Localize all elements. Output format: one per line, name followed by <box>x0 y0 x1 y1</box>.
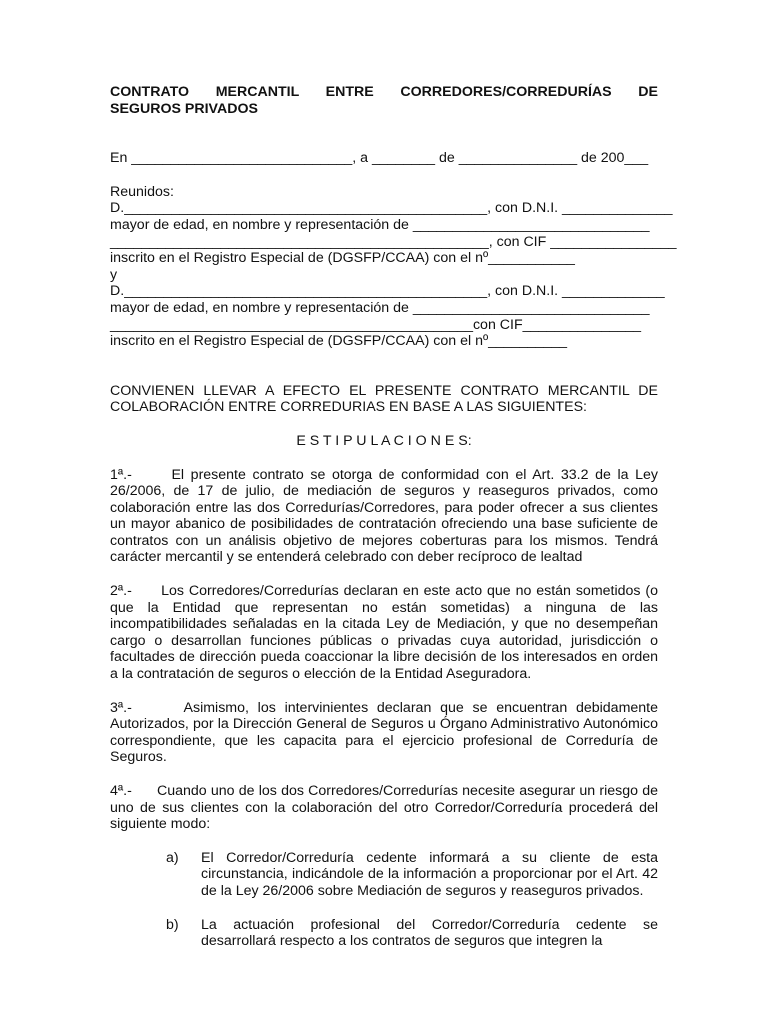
party-line: inscrito en el Registro Especial de (DGSFP/CCAA) con el nº___________ <box>110 250 575 267</box>
list-marker: b) <box>166 916 179 933</box>
place-date-line: En ____________________________, a ________ de _______________ de 200___ <box>110 150 649 167</box>
reunidos-label: Reunidos: <box>110 183 174 200</box>
party-line: D.______________________________________________, con D.N.I. ______________ <box>110 200 673 217</box>
title-line-1: CONTRATO MERCANTIL ENTRE CORREDORES/CORREDURÍAS DE <box>110 84 658 100</box>
reunidos-section <box>110 183 677 350</box>
party-line: ________________________________________________, con CIF ________________ <box>110 233 677 250</box>
clause-text: Cuando uno de los dos Corredores/Corredurías necesite asegurar un riesgo de uno de sus clientes con la colaboración del otro Corredor/Correduría procederá del siguiente modo: <box>110 783 658 833</box>
clause-4 <box>110 783 658 833</box>
party-line: inscrito en el Registro Especial de (DGSFP/CCAA) con el nº__________ <box>110 333 568 350</box>
list-item <box>166 917 658 950</box>
clause-number: 1ª.- <box>110 466 132 483</box>
clause-4-sub-list <box>110 850 658 950</box>
clause-number: 3ª.- <box>110 699 132 716</box>
list-item-text: La actuación profesional del Corredor/Correduría cedente se desarrollará respecto a los contratos de seguros que integren la <box>201 916 658 950</box>
convienen-line-1: CONVIENEN LLEVAR A EFECTO EL PRESENTE CONTRATO MERCANTIL DE <box>110 382 658 399</box>
party-line: D.______________________________________________, con D.N.I. _____________ <box>110 283 665 300</box>
clause-2 <box>110 583 658 683</box>
clause-3 <box>110 700 658 766</box>
clause-text: Asimismo, los intervinientes declaran que se encuentran debidamente Autorizados, por la Dirección General de Seguros u Órgano Administrativo Autonómico correspondiente, que les capacita para el ejercicio profesional de Correduría de Seguros. <box>110 699 658 766</box>
list-item-text: El Corredor/Correduría cedente informará a su cliente de esta circunstancia, indicándole de la información a proporcionar por el Art. 42 de la Ley 26/2006 sobre Mediación de seguros y reaseguros privados. <box>201 849 658 899</box>
clause-text: El presente contrato se otorga de conformidad con el Art. 33.2 de la Ley 26/2006, de 17 de julio, de mediación de seguros y reaseguros privados, como colaboración entre las dos Corredurías/Corredores, para poder ofrecer a sus clientes un mayor abanico de posibilidades de contratación ofreciendo una base suficiente de contratos con un análisis objetivo de mejores coberturas para los mismos. Tendrá carácter mercantil y se entenderá celebrado con deber recíproco de lealtad <box>110 466 658 566</box>
clause-number: 4ª.- <box>110 783 132 799</box>
clause-text: Los Corredores/Corredurías declaran en este acto que no están sometidos (o que la Entidad que representan no están sometidas) a ninguna de las incompatibilidades señaladas en la citada Ley de Mediación, y que no desempeñan cargo o desarrollan funciones públicas o privadas cuya autoridad, jurisdicción o facultades de dirección pueda coaccionar la libre decisión de los interesados en orden a la contratación de seguros o elección de la Entidad Aseguradora. <box>110 583 658 683</box>
title-line-2: SEGUROS PRIVADOS <box>110 100 258 117</box>
list-item <box>166 850 658 900</box>
clause-number: 2ª.- <box>110 583 132 600</box>
party-line: y <box>110 266 118 283</box>
party-line: ______________________________________________con CIF_______________ <box>110 316 641 333</box>
party-line: mayor de edad, en nombre y representación de ______________________________ <box>110 299 650 316</box>
party-line: mayor de edad, en nombre y representación de ______________________________ <box>110 216 650 233</box>
clause-1 <box>110 467 658 567</box>
list-marker: a) <box>166 849 179 866</box>
convienen-statement <box>110 383 658 416</box>
document-title <box>110 84 658 117</box>
estipulaciones-heading: E S T I P U L A C I O N E S: <box>296 432 472 449</box>
convienen-line-2: COLABORACIÓN ENTRE CORREDURIAS EN BASE A LAS SIGUIENTES: <box>110 399 587 416</box>
